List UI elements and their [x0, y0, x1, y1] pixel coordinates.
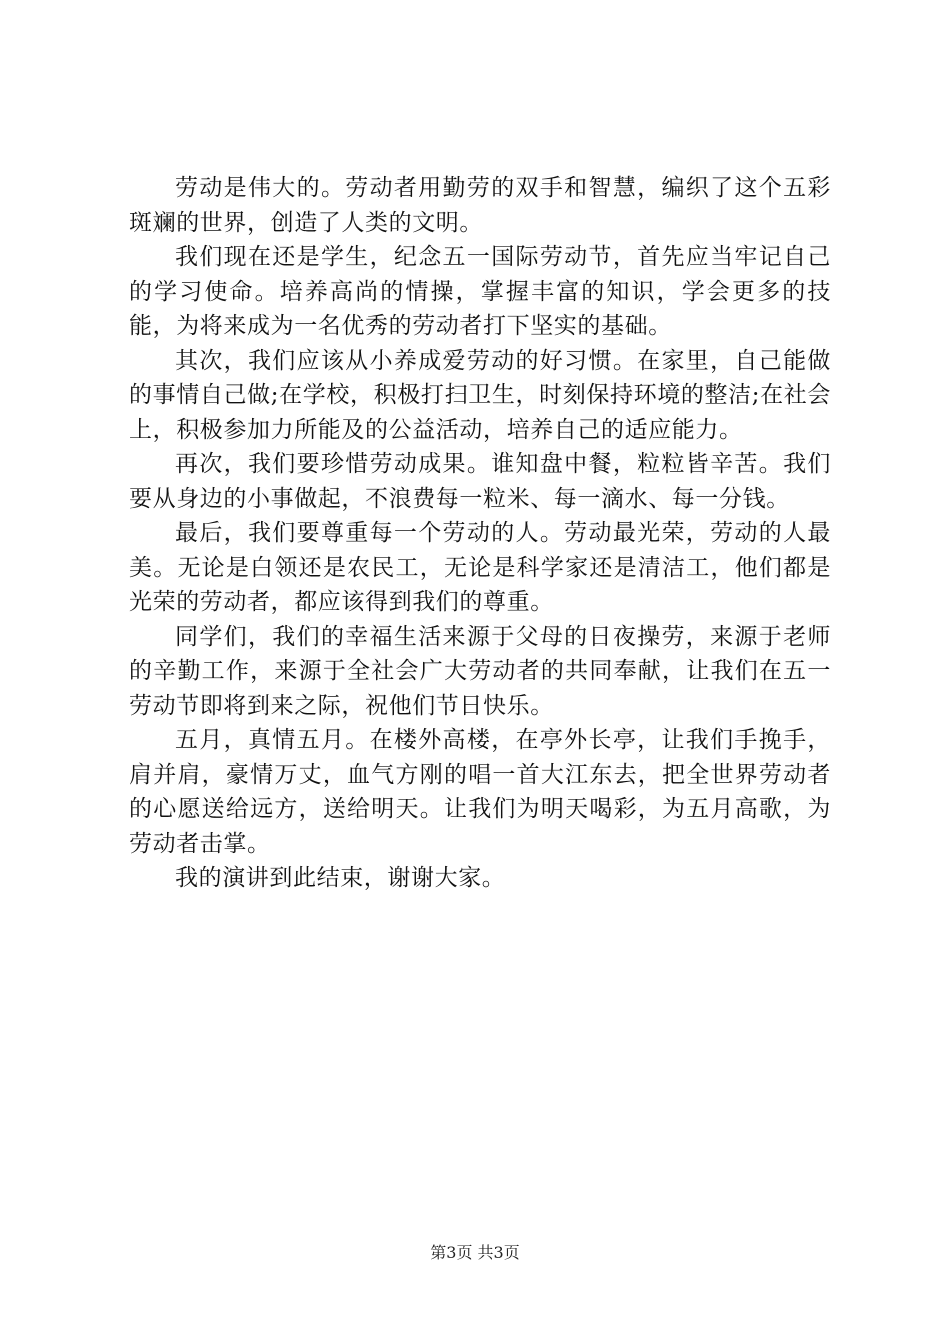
speech-body — [129, 171, 831, 896]
paragraph-labor-is-great: 劳动是伟大的。劳动者用勤劳的双手和智慧，编织了这个五彩斑斓的世界，创造了人类的文明。 — [129, 175, 831, 236]
paragraph-cherish-fruits: 再次，我们要珍惜劳动成果。谁知盘中餐，粒粒皆辛苦。我们要从身边的小事做起，不浪费每一粒米、每一滴水、每一分钱。 — [129, 451, 831, 512]
paragraph-labor-habits: 其次，我们应该从小养成爱劳动的好习惯。在家里，自己能做的事情自己做;在学校，积极打扫卫生，时刻保持环境的整洁;在社会上，积极参加力所能及的公益活动，培养自己的适应能力。 — [129, 347, 831, 443]
paragraph-respect-workers: 最后，我们要尊重每一个劳动的人。劳动最光荣，劳动的人最美。无论是白领还是农民工，无论是科学家还是清洁工，他们都是光荣的劳动者，都应该得到我们的尊重。 — [129, 520, 831, 615]
paragraph-closing: 我的演讲到此结束，谢谢大家。 — [175, 865, 506, 891]
paragraph-may-praise: 五月，真情五月。在楼外高楼，在亭外长亭，让我们手挽手，肩并肩，豪情万丈，血气方刚的唱一首大江东去，把全世界劳动者的心愿送给远方，送给明天。让我们为明天喝彩，为五月高歌，为劳动者击掌。 — [129, 727, 831, 857]
page-footer — [0, 1242, 950, 1264]
page-number-label: 第3页 共3页 — [430, 1243, 520, 1262]
paragraph-student-mission: 我们现在还是学生，纪念五一国际劳动节，首先应当牢记自己的学习使命。培养高尚的情操，掌握丰富的知识，学会更多的技能，为将来成为一名优秀的劳动者打下坚实的基础。 — [129, 244, 831, 339]
paragraph-gratitude: 同学们，我们的幸福生活来源于父母的日夜操劳，来源于老师的辛勤工作，来源于全社会广大劳动者的共同奉献，让我们在五一劳动节即将到来之际，祝他们节日快乐。 — [129, 623, 831, 719]
